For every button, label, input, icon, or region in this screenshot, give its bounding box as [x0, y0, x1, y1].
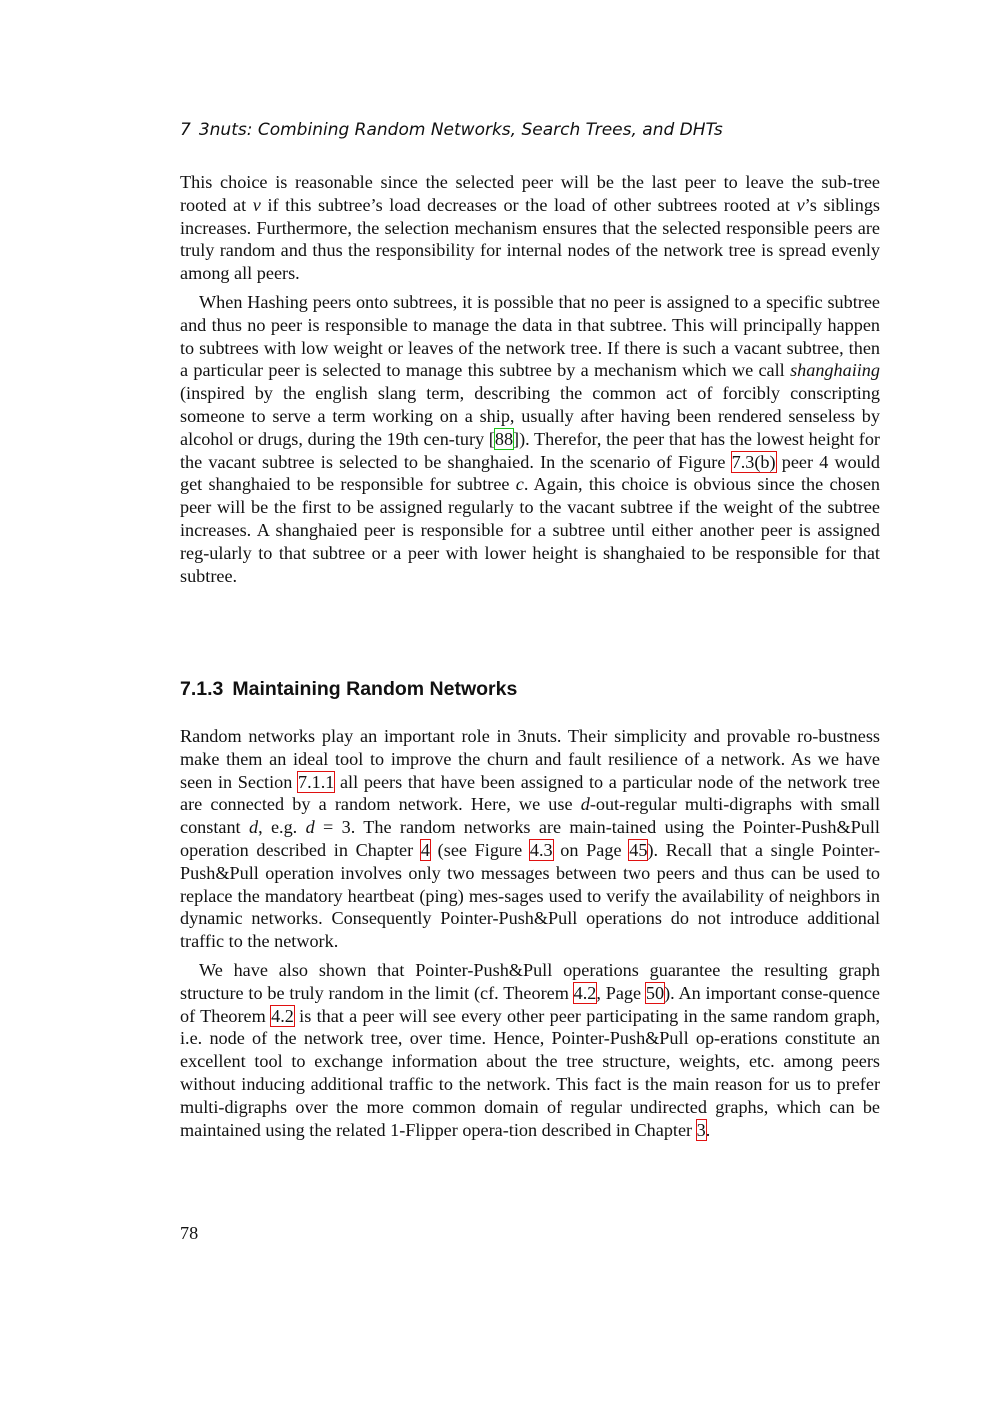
math-var-v: v: [796, 194, 805, 215]
text-run: ’s siblings increases. Furthermore, the selection mechanism ensures that the selected responsible peers are truly random and thus the responsibility for internal nodes of the network tree is spread evenly among all peers.: [180, 194, 880, 284]
text-run: This choice is reasonable since the selected peer will be the last peer to leave the sub-tree rooted at: [180, 172, 880, 215]
text-run: if this subtree’s load decreases or the load of other subtrees rooted at: [260, 194, 797, 215]
text-run: ]). Therefor, the peer that has the lowest height for the vacant subtree is selected to be shanghaied. In the scenario of Figure: [180, 428, 880, 472]
theorem-link-4-2[interactable]: 4.2: [271, 1005, 294, 1026]
paragraph-random-networks: [180, 725, 880, 953]
section-link-7-1-1[interactable]: 7.1.1: [297, 771, 335, 792]
term-shanghaiing: shanghaiing: [790, 360, 880, 381]
section-number: 7.1.3: [180, 678, 224, 700]
text-run: .: [705, 1119, 711, 1140]
figure-link-7-3b[interactable]: 7.3(b): [731, 451, 776, 472]
section-heading: [180, 676, 517, 702]
page-number: 78: [180, 1223, 199, 1243]
text-run: on Page: [552, 839, 630, 860]
text-run: ). An important conse-quence of Theorem: [180, 982, 881, 1026]
text-run: = 3. The random networks are main-tained using the Pointer-Push&Pull operation described in Chapter: [180, 817, 880, 860]
body-text-block-1: [180, 171, 880, 587]
text-run: (inspired by the english slang term, describing the common act of forcibly conscripting someone to serve a term working on a ship, usually after having been rendered senseless by alcohol or drugs, during the 19th cen-tury [: [180, 383, 880, 449]
text-run: all peers that have been assigned to a particular node of the network tree are connected by a random network. Here, we use: [180, 771, 880, 815]
math-var-d: d: [248, 817, 259, 838]
paragraph-selection-rationale: [180, 171, 880, 285]
page-link-50[interactable]: 50: [645, 982, 665, 1003]
paragraph-shanghaiing: [180, 291, 880, 587]
math-var-d: d: [305, 817, 315, 838]
text-run: When Hashing peers onto subtrees, it is possible that no peer is assigned to a specific subtree and thus no peer is responsible to manage the data in that subtree. This will principally happen to subtrees with low weight or leaves of the network tree. If there is such a vacant subtree, then a particular peer is selected to manage this subtree by a mechanism which we call: [180, 291, 880, 381]
text-run: ). Recall that a single Pointer-Push&Pull operation involves only two messages between two peers and thus can be used to replace the mandatory heartbeat (ping) mes-sages used to verify the availability of neighbors in dynamic networks. Consequently Pointer-Push&Pull operations do not introduce additional traffic to the network.: [180, 839, 881, 952]
text-run: (see Figure: [429, 839, 530, 860]
body-text-block-2: [180, 725, 880, 1141]
chapter-number: 7: [180, 120, 191, 140]
section-title: Maintaining Random Networks: [232, 678, 518, 700]
figure-link-4-3[interactable]: 4.3: [529, 839, 553, 860]
math-var-c: c: [515, 474, 524, 495]
text-run: peer 4 would get shanghaied to be responsible for subtree: [180, 451, 881, 495]
citation-link-88[interactable]: 88: [494, 428, 514, 449]
chapter-title: 3nuts: Combining Random Networks, Search Trees, and DHTs: [198, 120, 723, 140]
text-run: Random networks play an important role in 3nuts. Their simplicity and provable ro-bustness make them an ideal tool to improve the churn and fault resilience of a network. As we have seen in Section: [180, 726, 880, 792]
text-run: . Again, this choice is obvious since the chosen peer will be the first to be assigned regularly to the vacant subtree if the weight of the subtree increases. A shanghaied peer is responsible for a subtree until either another peer is assigned reg-ularly to that subtree or a peer with lower height is shanghaied to be responsible for that subtree.: [180, 474, 880, 586]
text-run: is that a peer will see every other peer participating in the same random graph, i.e. node of the network tree, over time. Hence, Pointer-Push&Pull op-erations constitute an excellent tool to exchange information about the tree structure, weights, etc. among peers without inducing additional traffic to the network. This fact is the main reason for us to prefer multi-digraphs over the more common domain of regular undirected graphs, which can be maintained using the related 1-Flipper opera-tion described in Chapter: [180, 1005, 880, 1140]
chapter-link-3[interactable]: 3: [696, 1119, 706, 1140]
text-run: We have also shown that Pointer-Push&Pull operations guarantee the resulting graph structure to be truly random in the limit (cf. Theorem: [180, 959, 880, 1003]
chapter-link-4[interactable]: 4: [420, 839, 430, 860]
text-run: -out-regular multi-digraphs with small constant: [180, 794, 880, 838]
running-header: [180, 118, 880, 142]
page-link-45[interactable]: 45: [629, 839, 648, 860]
math-var-d: d: [580, 794, 590, 815]
text-run: , e.g.: [258, 817, 306, 838]
theorem-link-4-2[interactable]: 4.2: [573, 982, 597, 1003]
math-var-v: v: [252, 194, 261, 215]
text-run: , Page: [596, 982, 646, 1003]
paragraph-push-pull: [180, 959, 880, 1141]
